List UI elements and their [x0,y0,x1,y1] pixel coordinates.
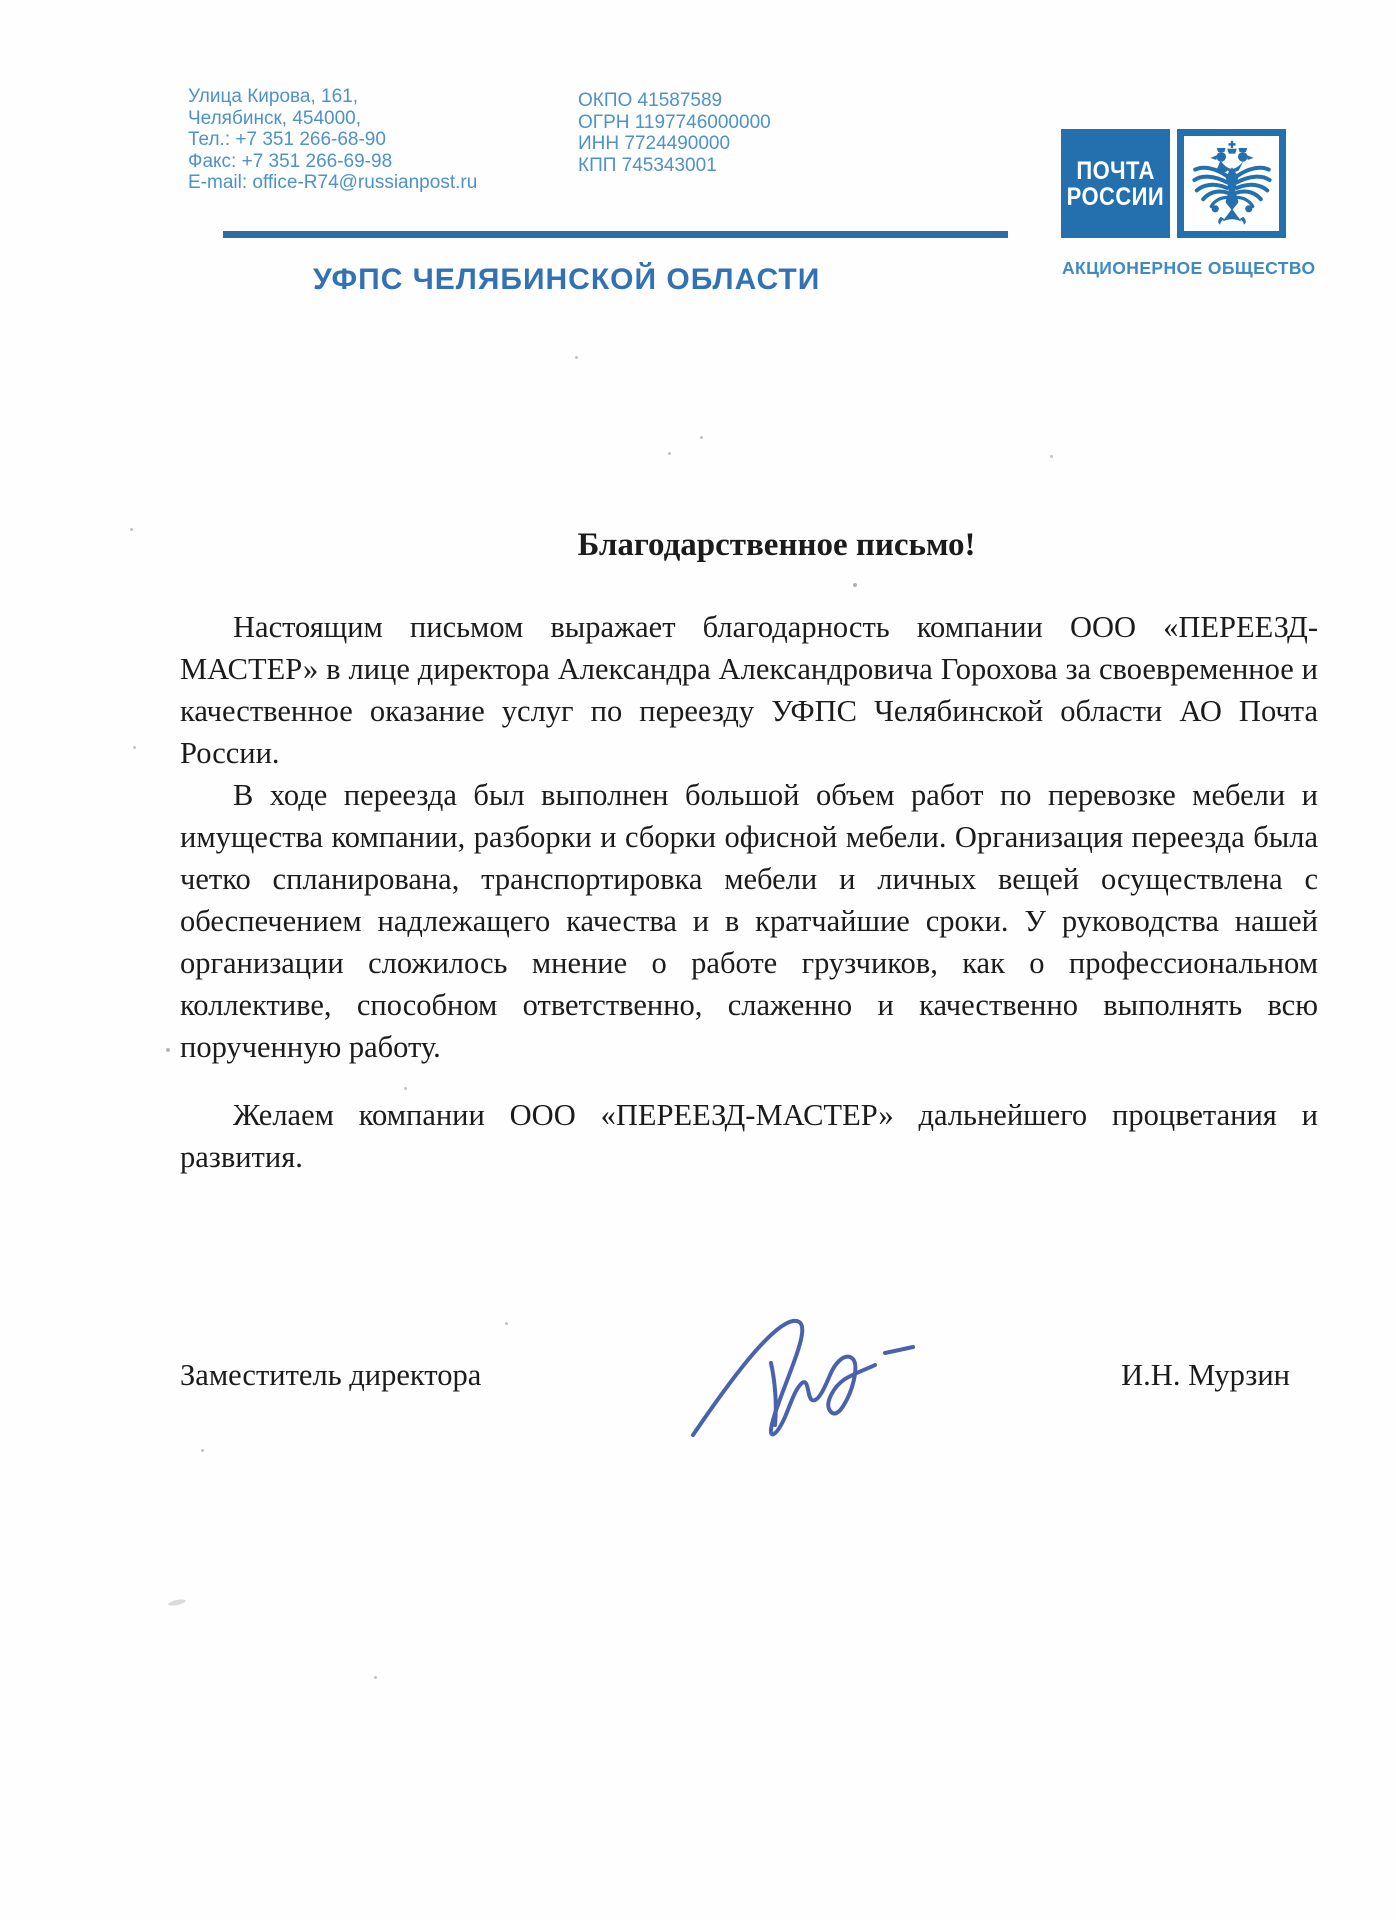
requisite-kpp: КПП 745343001 [578,154,717,176]
requisite-inn: ИНН 7724490000 [578,133,731,154]
letter-paragraph-3: Желаем компании ООО «ПЕРЕЕЗД-МАСТЕР» дальнейшего процветания и развития. [180,1098,1318,1174]
address-line-fax: Факс: +7 351 266-69-98 [188,150,393,172]
scan-speck [575,356,578,359]
letterhead-divider-rule [223,231,1008,238]
pochta-rossii-logo [1061,129,1286,238]
letter-title: Благодарственное письмо! [577,527,976,563]
scan-speck [853,583,857,587]
handwritten-signature [675,1303,985,1453]
scan-speck [374,1676,377,1679]
scan-speck [700,436,703,439]
scan-speck [404,1087,407,1090]
letter-paragraph-1: Настоящим письмом выражает благодарность компании ООО «ПЕРЕЕЗД-МАСТЕР» в лице директора Александра Александровича Горохова за своевременное и качественное оказание услуг по переезду УФПС Челябинской области АО Почта России. [180,610,1318,770]
scan-speck [201,1449,204,1452]
address-line: Челябинск, 454000, [188,107,362,129]
address-line-email: E-mail: office-R74@russianpost.ru [188,172,478,193]
scan-speck [166,1048,170,1052]
scan-speck [505,1322,508,1325]
logo-word-pochta: ПОЧТА [1076,156,1155,185]
signer-name: И.Н. Мурзин [1121,1358,1290,1392]
scan-speck [1050,455,1053,458]
scan-smudge [168,1598,187,1607]
requisite-ogrn: ОГРН 1197746000000 [578,111,771,133]
pochta-rossii-wordmark [1061,129,1170,238]
logo-word-rossii: РОССИИ [1066,182,1165,211]
signature-row [180,1358,1290,1393]
signer-position: Заместитель директора [180,1358,482,1392]
sender-address-block [188,86,477,194]
scan-speck [133,746,136,749]
letter-body [180,515,1318,1178]
requisite-okpo: ОКПО 41587589 [578,90,723,111]
address-line: Улица Кирова, 161, [188,86,359,107]
scan-speck [130,528,133,531]
joint-stock-company-caption: АКЦИОНЕРНОЕ ОБЩЕСТВО [1062,258,1316,278]
address-line-phone: Тел.: +7 351 266-68-90 [188,129,386,150]
company-requisites-block [578,90,771,176]
letter-paragraph-2: В ходе переезда был выполнен большой объем работ по перевозке мебели и имущества компании, разборки и сборки офисной мебели. Организация переезда была четко спланирована, транспортировка мебели и личных вещей осуществлена с обеспечением надлежащего качества и в кратчайшие сроки. У руководства нашей организации сложилось мнение о работе грузчиков, как о профессиональном коллективе, способном ответственно, слаженно и качественно выполнять всю порученную работу. [180,778,1318,1064]
scan-speck [668,452,671,455]
double-headed-eagle-icon [1190,140,1274,228]
emblem-box [1177,129,1286,238]
department-heading: УФПС ЧЕЛЯБИНСКОЙ ОБЛАСТИ [313,263,821,296]
